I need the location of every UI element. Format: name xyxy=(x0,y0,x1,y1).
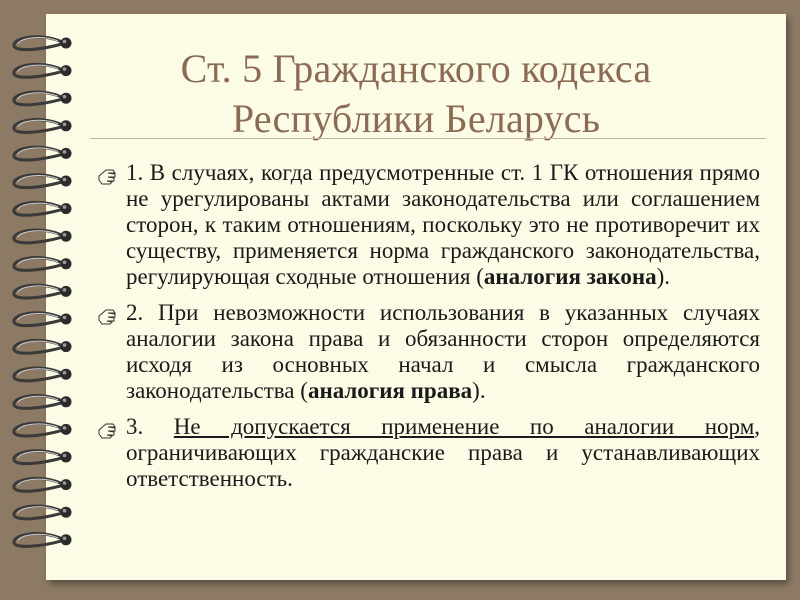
hand-bullet-icon xyxy=(96,418,118,440)
spiral-ring-icon xyxy=(14,478,72,491)
item-1-text: 1. В случаях, когда предусмотренные ст. 1 ГК отношения прямо не урегулированы актами законодательства или соглашением сторон, к таким отношениям, поскольку это не противоречит их существу, применяется норма гражданского законодательства, регулирующая сходные отношения ( xyxy=(126,160,760,289)
hand-bullet-icon xyxy=(96,304,118,326)
spiral-ring-icon xyxy=(14,423,72,436)
spiral-ring-icon xyxy=(14,534,72,547)
spiral-ring-icon xyxy=(14,202,72,215)
list-item-1 xyxy=(96,160,760,290)
item-3-text: , ограничивающих гражданские права и устанавливающих ответственность. xyxy=(126,414,760,491)
list-item-3 xyxy=(96,414,760,492)
slide-title-line-1: Ст. 5 Гражданского кодекса xyxy=(180,46,652,91)
item-3-prefix: 3. xyxy=(126,414,174,439)
spiral-ring-icon xyxy=(14,396,72,409)
item-1-text-end: ). xyxy=(656,264,671,289)
list-item-2 xyxy=(96,300,760,404)
item-3-underlined: Не допускается применение по аналогии норм xyxy=(173,414,755,439)
spiral-ring-icon xyxy=(14,230,72,243)
bullet-list xyxy=(96,160,760,502)
spiral-ring-icon xyxy=(14,147,72,160)
spiral-ring-icon xyxy=(14,506,72,519)
slide-title-line-2: Республики Беларусь xyxy=(231,96,601,141)
item-1-bold: аналогия закона xyxy=(483,264,657,289)
item-2-text-end: ). xyxy=(472,378,486,403)
spiral-ring-icon xyxy=(14,368,72,381)
title-divider xyxy=(90,138,766,139)
spiral-ring-icon xyxy=(14,451,72,464)
spiral-ring-icon xyxy=(14,340,72,353)
spiral-ring-icon xyxy=(14,175,72,188)
item-2-bold: аналогия права xyxy=(307,378,473,403)
spiral-ring-icon xyxy=(14,285,72,298)
item-2-text: 2. При невозможности использования в указанных случаях аналогии закона права и обязанности сторон определяются исходя из основных начал и смысла гражданского законодательства ( xyxy=(126,300,760,403)
spiral-ring-icon xyxy=(14,313,72,326)
spiral-ring-icon xyxy=(14,258,72,271)
hand-bullet-icon xyxy=(96,164,118,186)
